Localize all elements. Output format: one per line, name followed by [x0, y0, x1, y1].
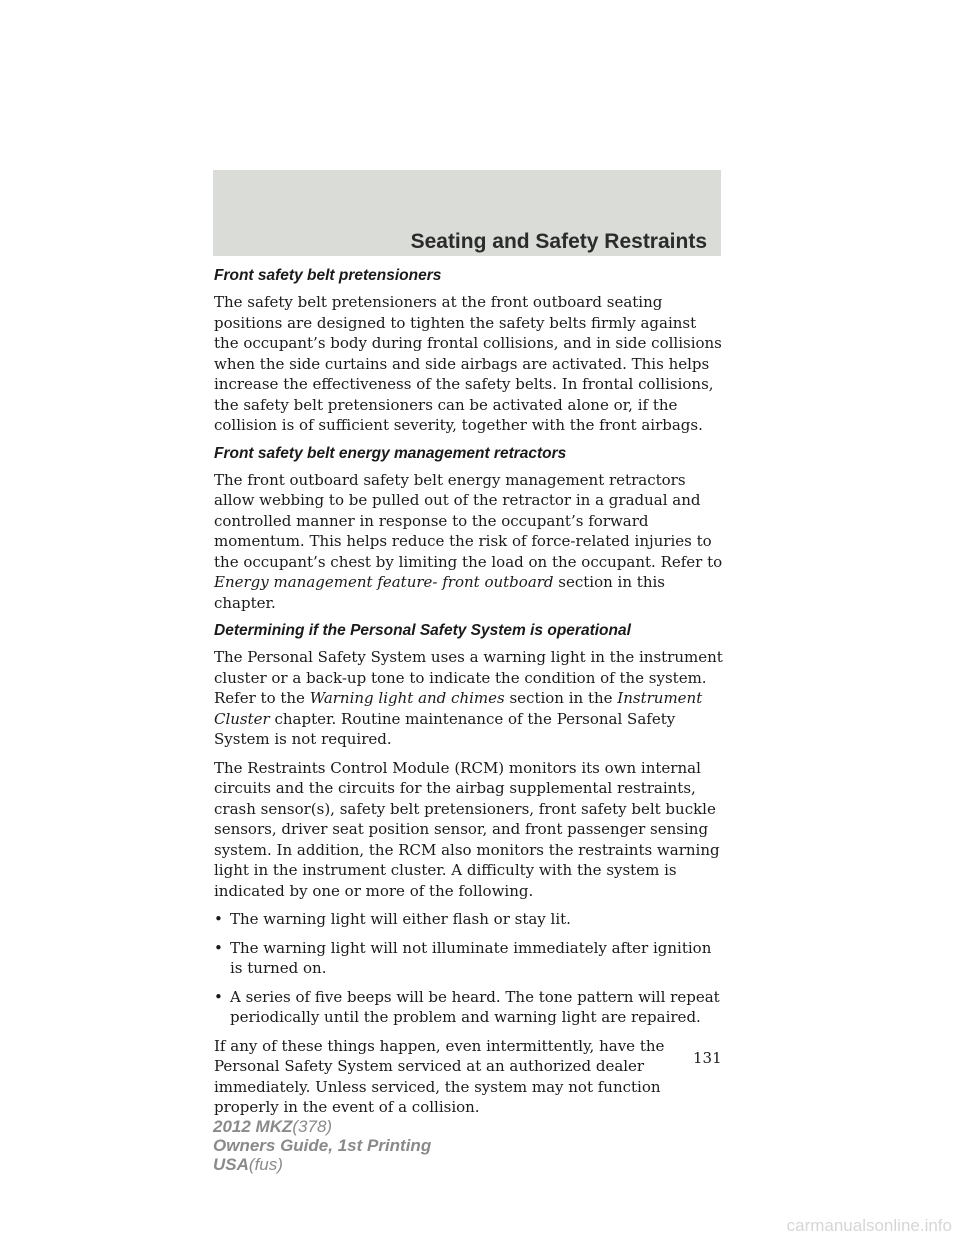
difficulty-list	[214, 909, 724, 1028]
operational-text-b: section in the	[504, 689, 618, 707]
section-header-band	[213, 170, 721, 256]
footer-line-region	[213, 1155, 431, 1174]
list-item	[214, 987, 724, 1028]
heading-operational: Determining if the Personal Safety System is operational	[214, 622, 631, 639]
list-item	[214, 938, 724, 979]
reference-instrument-cluster: Instrument Cluster	[214, 689, 703, 728]
bullet-icon: •	[214, 938, 223, 957]
footer-model: 2012 MKZ	[213, 1117, 293, 1136]
footer-region-code: (fus)	[248, 1155, 283, 1174]
reference-energy-management: Energy management feature- front outboard	[214, 573, 554, 591]
page-content	[214, 266, 724, 1126]
watermark: carmanualsonline.info	[786, 1216, 952, 1235]
section-title: Seating and Safety Restraints	[410, 230, 707, 253]
footer-model-code: (378)	[292, 1117, 333, 1136]
list-item	[214, 909, 724, 930]
paragraph-retractors	[214, 470, 724, 614]
operational-text-c: chapter. Routine maintenance of the Personal Safety System is not required.	[214, 709, 676, 748]
bullet-icon: •	[214, 910, 223, 928]
page-number: 131	[693, 1049, 722, 1067]
reference-warning-light: Warning light and chimes	[309, 689, 505, 707]
footer-region: USA	[213, 1155, 249, 1174]
print-footer	[213, 1117, 431, 1174]
footer-guide: Owners Guide, 1st Printing	[213, 1136, 432, 1155]
footer-line-model	[213, 1117, 431, 1136]
list-item-text: The warning light will either flash or stay lit.	[230, 910, 571, 928]
retractors-text-2: section in this chapter.	[214, 573, 665, 612]
bullet-icon: •	[214, 987, 223, 1006]
operational-text-a: The Personal Safety System uses a warning light in the instrument cluster or a back-up tone to indicate the condition of the system. Refer to the	[214, 648, 723, 707]
paragraph-operational-1	[214, 647, 724, 750]
retractors-text-1: The front outboard safety belt energy management retractors allow webbing to be pulled out of the retractor in a gradual and controlled manner in response to the occupant’s forward momentum. This helps reduce the risk of force-related injuries to the occupant’s chest by limiting the load on the occupant. Refer to	[214, 470, 723, 571]
paragraph-operational-3: If any of these things happen, even intermittently, have the Personal Safety System serviced at an authorized dealer immediately. Unless serviced, the system may not function properly in the event of a collision.	[214, 1036, 665, 1116]
paragraph-operational-2: The Restraints Control Module (RCM) monitors its own internal circuits and the circuits for the airbag supplemental restraints, crash sensor(s), safety belt pretensioners, front safety belt buckle sensors, driver seat position sensor, and front passenger sensing system. In addition, the RCM also monitors the restraints warning light in the instrument cluster. A difficulty with the system is indicated by one or more of the following.	[214, 758, 720, 900]
paragraph-pretensioners: The safety belt pretensioners at the front outboard seating positions are designed to tighten the safety belts firmly against the occupant’s body during frontal collisions, and in side collisions when the side curtains and side airbags are activated. This helps increase the effectiveness of the safety belts. In frontal collisions, the safety belt pretensioners can be activated alone or, if the collision is of sufficient severity, together with the front airbags.	[214, 293, 722, 434]
list-item-text: The warning light will not illuminate immediately after ignition is turned on.	[230, 938, 712, 977]
list-item-text: A series of five beeps will be heard. The tone pattern will repeat periodically until the problem and warning light are repaired.	[230, 987, 720, 1026]
footer-line-guide	[213, 1136, 431, 1155]
heading-retractors: Front safety belt energy management retractors	[214, 444, 567, 462]
heading-pretensioners: Front safety belt pretensioners	[214, 267, 442, 284]
